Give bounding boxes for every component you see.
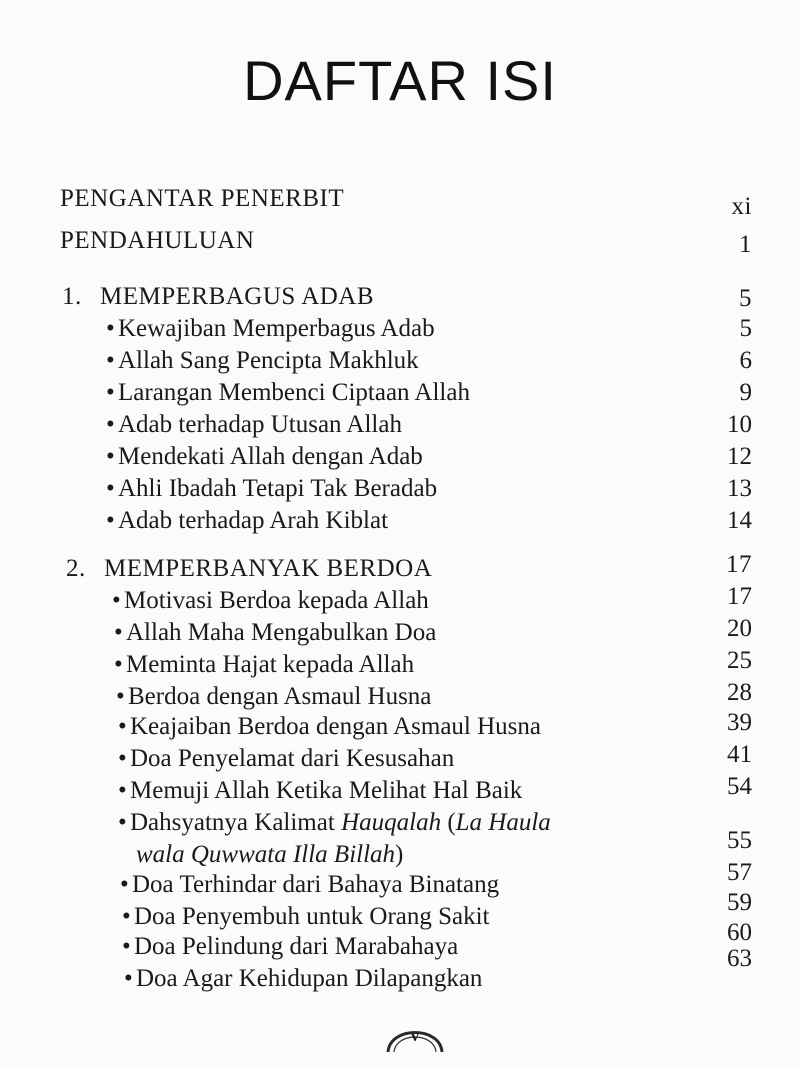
entry-label: Allah Maha Mengabulkan Doa	[126, 619, 437, 646]
chapter-title: MEMPERBANYAK BERDOA	[104, 555, 433, 582]
chapter-number: 2.	[66, 555, 86, 582]
entry-page: 13	[727, 475, 752, 502]
entry-label-italic: wala Quwwata Illa Billah	[136, 841, 396, 868]
entry-label: PENDAHULUAN	[60, 227, 255, 254]
bullet-icon: •	[106, 411, 115, 438]
entry-label: Motivasi Berdoa kepada Allah	[124, 587, 429, 614]
entry-label: Berdoa dengan Asmaul Husna	[128, 683, 432, 710]
entry-label: Allah Sang Pencipta Makhluk	[118, 347, 419, 374]
bullet-icon: •	[116, 683, 125, 710]
page-number: v	[411, 1028, 419, 1045]
entry-page: 39	[727, 709, 752, 736]
entry-page: 14	[727, 507, 752, 534]
entry-page: 17	[726, 551, 752, 578]
bullet-icon: •	[112, 587, 121, 614]
bullet-icon: •	[106, 475, 115, 502]
bullet-icon: •	[122, 903, 131, 930]
entry-label: Mendekati Allah dengan Adab	[118, 443, 423, 470]
entry-page: 5	[739, 315, 752, 342]
bullet-icon: •	[118, 777, 127, 804]
page-footer	[380, 1018, 450, 1058]
entry-label-italic: La Haula	[455, 809, 551, 836]
entry-page: 55	[727, 827, 752, 854]
entry-page: 17	[727, 583, 752, 610]
entry-label: Kewajiban Memperbagus Adab	[118, 315, 435, 342]
bullet-icon: •	[118, 745, 127, 772]
bullet-icon: •	[124, 965, 133, 992]
entry-label: Adab terhadap Utusan Allah	[118, 411, 402, 438]
entry-label: PENGANTAR PENERBIT	[60, 185, 345, 212]
entry-label: Doa Penyembuh untuk Orang Sakit	[134, 903, 490, 930]
entry-page: 28	[727, 679, 752, 706]
entry-page: 1	[739, 231, 752, 258]
page-title: DAFTAR ISI	[243, 49, 557, 112]
entry-page: 54	[727, 773, 752, 800]
bullet-icon: •	[118, 713, 127, 740]
entry-label-italic: Hauqalah	[341, 809, 442, 836]
entry-page: 57	[727, 859, 752, 886]
entry-page: 41	[727, 741, 752, 768]
entry-label: Doa Agar Kehidupan Dilapangkan	[136, 965, 483, 992]
entry-label: Keajaiban Berdoa dengan Asmaul Husna	[130, 713, 541, 740]
bullet-icon: •	[120, 871, 129, 898]
entry-page: 20	[727, 615, 752, 642]
bullet-icon: •	[106, 507, 115, 534]
entry-label: Larangan Membenci Ciptaan Allah	[118, 379, 470, 406]
entry-page: 59	[727, 889, 752, 916]
entry-label: Doa Penyelamat dari Kesusahan	[130, 745, 455, 772]
entry-page: 5	[739, 285, 752, 312]
entry-page: 6	[739, 347, 752, 374]
bullet-icon: •	[114, 651, 123, 678]
entry-page: 60	[727, 919, 752, 946]
bullet-icon: •	[106, 379, 115, 406]
chapter-number: 1.	[62, 283, 82, 310]
entry-label-paren: )	[395, 841, 404, 868]
entry-label: Adab terhadap Arah Kiblat	[118, 507, 389, 534]
chapter-title: MEMPERBAGUS ADAB	[100, 283, 375, 310]
bullet-icon: •	[114, 619, 123, 646]
entry-label: Doa Pelindung dari Marabahaya	[134, 933, 459, 960]
entry-page: 25	[727, 647, 752, 674]
bullet-icon: •	[106, 443, 115, 470]
entry-label: Doa Terhindar dari Bahaya Binatang	[132, 871, 500, 898]
entry-page: 9	[739, 379, 752, 406]
entry-page: xi	[731, 193, 752, 220]
entry-page: 63	[727, 945, 752, 972]
bullet-icon: •	[118, 809, 127, 836]
entry-label: Dahsyatnya Kalimat	[130, 809, 342, 836]
bullet-icon: •	[106, 315, 115, 342]
entry-page: 12	[727, 443, 752, 470]
bullet-icon: •	[106, 347, 115, 374]
entry-label-paren: (	[441, 809, 456, 836]
entry-label: Ahli Ibadah Tetapi Tak Beradab	[118, 475, 438, 502]
entry-page: 10	[727, 411, 752, 438]
bullet-icon: •	[122, 933, 131, 960]
entry-label: Meminta Hajat kepada Allah	[126, 651, 415, 678]
entry-label: Memuji Allah Ketika Melihat Hal Baik	[130, 777, 523, 804]
